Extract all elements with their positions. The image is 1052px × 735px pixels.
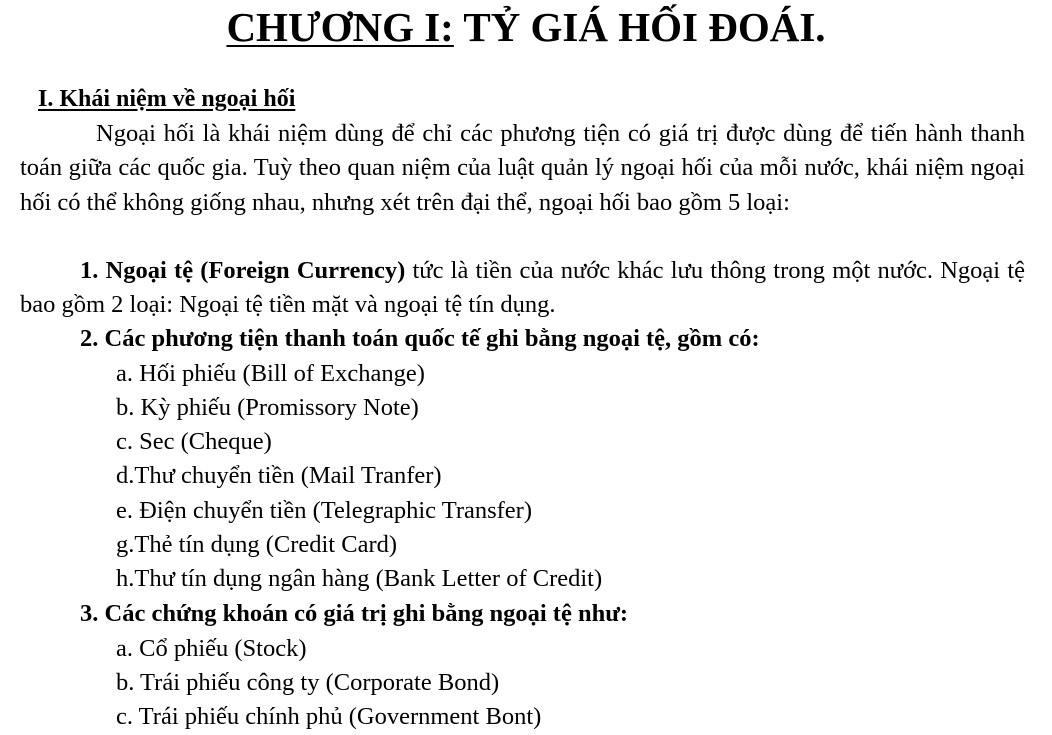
item-3-sub-b: b. Trái phiếu công ty (Corporate Bond): [116, 669, 500, 696]
item-2-sub-h: h.Thư tín dụng ngân hàng (Bank Letter of Credit): [116, 565, 603, 592]
item-3-sub-a: a. Cổ phiếu (Stock): [116, 635, 307, 662]
item-1-text: tức là tiền của nước khác lưu thông trong một nước. Ngoại tệ bao gồm 2 loại: Ngoại tệ tiền mặt và ngoại tệ tín dụng.: [20, 257, 1026, 319]
section-heading: I. Khái niệm về ngoại hối: [38, 86, 296, 112]
item-2-sub-c: c. Sec (Cheque): [116, 428, 272, 455]
item-1-term: 1. Ngoại tệ (Foreign Currency): [80, 257, 406, 284]
chapter-title: [0, 3, 1052, 51]
item-2-sub-b: b. Kỳ phiếu (Promissory Note): [116, 394, 419, 421]
item-2-sub-g: g.Thẻ tín dụng (Credit Card): [116, 531, 398, 558]
item-2-sub-e: e. Điện chuyển tiền (Telegraphic Transfer): [116, 497, 532, 524]
chapter-title-number: CHƯƠNG I:: [226, 4, 454, 50]
item-1-paragraph: [20, 254, 1025, 323]
item-3-heading: 3. Các chứng khoán có giá trị ghi bằng ngoại tệ như:: [80, 600, 629, 627]
item-2-heading: 2. Các phương tiện thanh toán quốc tế ghi bằng ngoại tệ, gồm có:: [80, 325, 760, 352]
item-3-sub-c: c. Trái phiếu chính phủ (Government Bont): [116, 703, 542, 730]
chapter-title-text: TỶ GIÁ HỐI ĐOÁI.: [453, 4, 826, 50]
item-2-sub-d: d.Thư chuyển tiền (Mail Tranfer): [116, 462, 442, 489]
item-2-sub-a: a. Hối phiếu (Bill of Exchange): [116, 360, 425, 387]
intro-paragraph: Ngoại hối là khái niệm dùng để chỉ các phương tiện có giá trị được dùng để tiến hành thanh toán giữa các quốc gia. Tuỳ theo quan niệm của luật quản lý ngoại hối của mỗi nước, khái niệm ngoại hối có thể không giống nhau, nhưng xét trên đại thể, ngoại hối bao gồm 5 loại:: [20, 120, 1025, 216]
